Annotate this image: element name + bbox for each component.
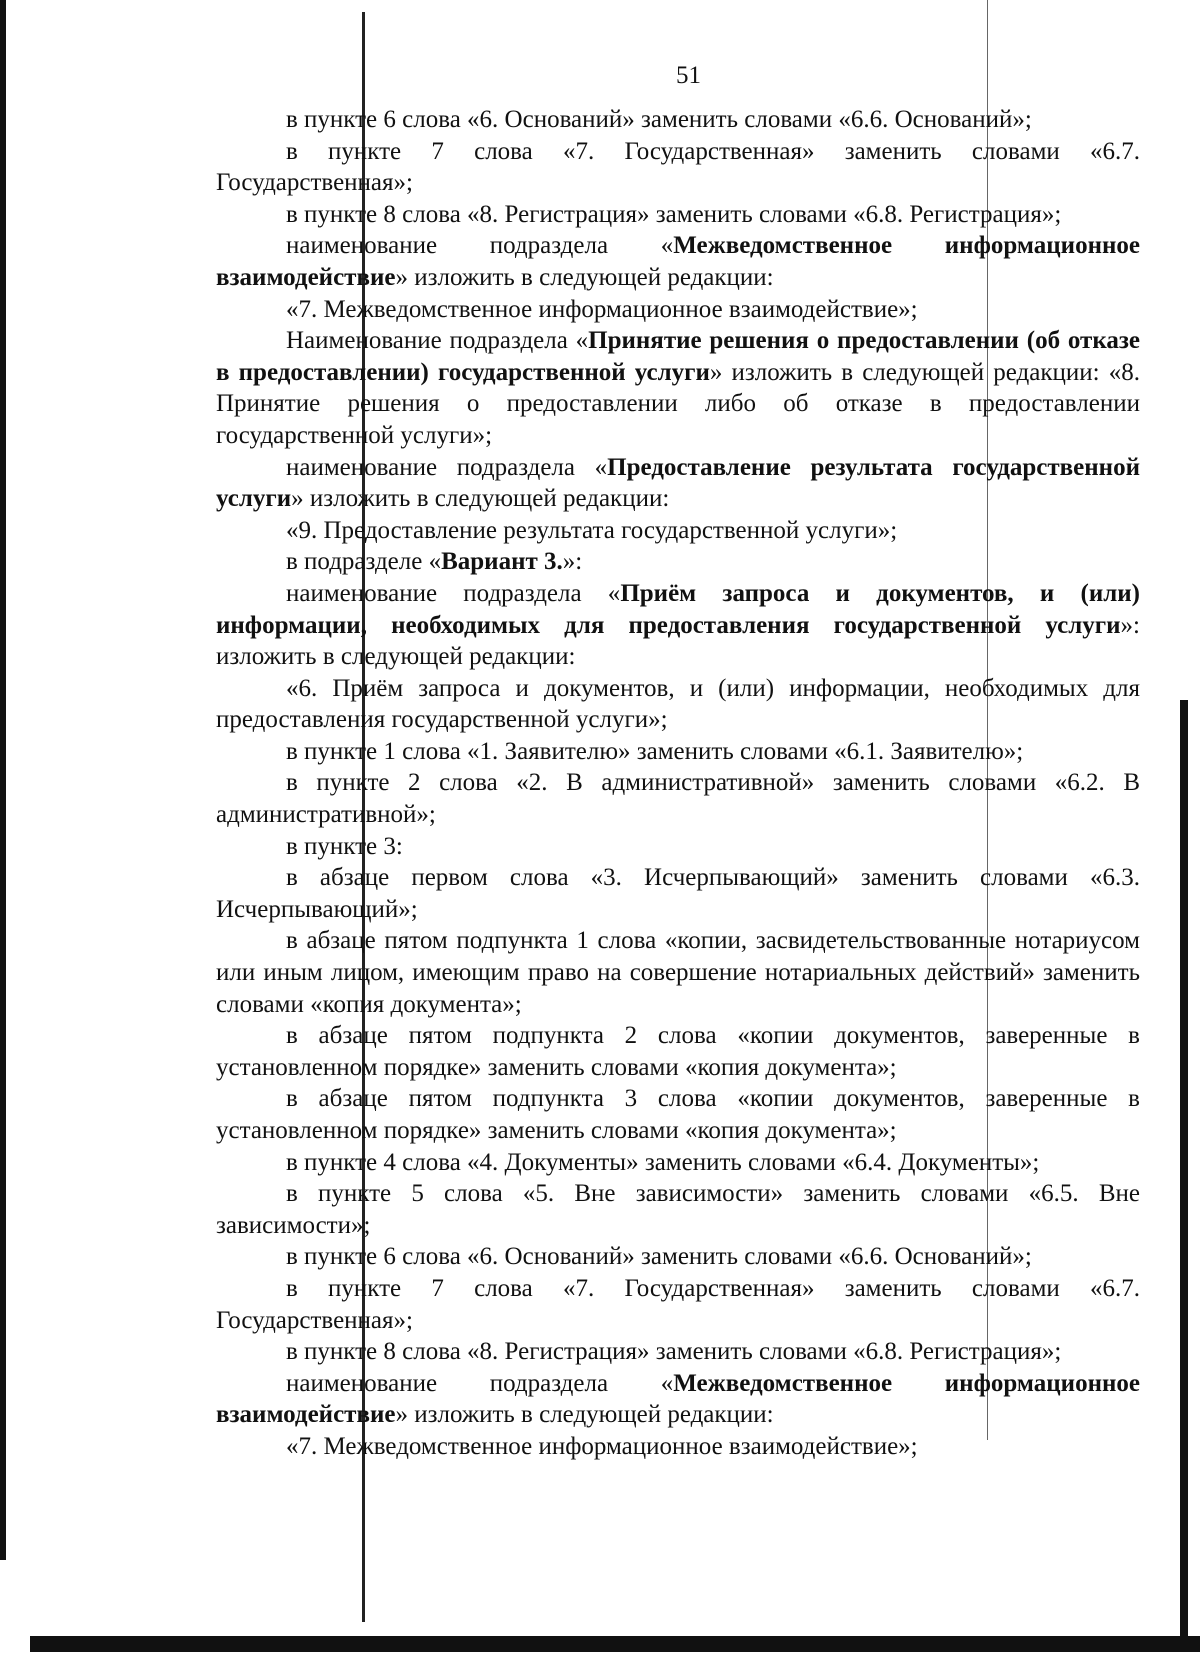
paragraph xyxy=(216,515,1140,547)
text-segment: «7. Межведомственное информационное взаимодействие»; xyxy=(286,295,918,323)
paragraph xyxy=(216,1083,1140,1146)
text-segment: в пункте 7 слова «7. Государственная» заменить словами «6.7. Государственная»; xyxy=(216,137,1140,197)
page-number: 51 xyxy=(676,62,701,89)
text-segment: наименование подраздела « xyxy=(286,232,674,260)
text-segment: в пункте 6 слова «6. Оснований» заменить словами «6.6. Оснований»; xyxy=(286,1243,1032,1271)
paragraph xyxy=(216,546,1140,578)
text-segment: в пункте 8 слова «8. Регистрация» заменить словами «6.8. Регистрация»; xyxy=(286,200,1062,228)
paragraph xyxy=(216,1368,1140,1431)
paragraph xyxy=(216,1431,1140,1463)
text-segment: в подразделе « xyxy=(286,548,442,576)
paragraph xyxy=(216,1273,1140,1336)
paragraph xyxy=(216,199,1140,231)
text-segment: в пункте 5 слова «5. Вне зависимости» заменить словами «6.5. Вне зависимости»; xyxy=(216,1180,1140,1239)
text-segment: в пункте 6 слова «6. Оснований» заменить словами «6.6. Оснований»; xyxy=(286,106,1032,133)
scan-edge-bottom xyxy=(30,1636,1200,1652)
paragraph xyxy=(216,1336,1140,1368)
bold-text: Межведомственное информационное взаимодействие xyxy=(216,1369,1140,1429)
paragraph xyxy=(216,1241,1140,1273)
text-segment: в пункте 8 слова «8. Регистрация» заменить словами «6.8. Регистрация»; xyxy=(286,1338,1062,1366)
paragraph xyxy=(216,862,1140,925)
text-segment: »: xyxy=(562,548,583,576)
text-segment: » изложить в следующей редакции: xyxy=(395,263,774,291)
text-segment: в абзаце первом слова «3. Исчерпывающий» заменить словами «6.3. Исчерпывающий»; xyxy=(216,864,1140,923)
paragraph xyxy=(216,1147,1140,1179)
text-segment: наименование подраздела « xyxy=(286,579,621,607)
text-segment: наименование подраздела « xyxy=(286,453,608,481)
document-body xyxy=(216,104,1140,1463)
paragraph xyxy=(216,104,1140,136)
text-segment: в пункте 7 слова «7. Государственная» заменить словами «6.7. Государственная»; xyxy=(216,1274,1140,1334)
bold-text: Предоставление результата государственной услуги xyxy=(216,453,1140,513)
text-segment: » изложить в следующей редакции: «8. Принятие решения о предоставлении либо об отказе в предоставлении государственной услуги»; xyxy=(216,358,1140,449)
scan-edge-left xyxy=(0,0,6,1560)
paragraph xyxy=(216,294,1140,326)
bold-text: Приём запроса и документов, и (или) информации, необходимых для предоставления государственной услуги xyxy=(216,579,1140,639)
text-segment: «6. Приём запроса и документов, и (или) информации, необходимых для предоставления государственной услуги»; xyxy=(216,674,1140,734)
paragraph xyxy=(216,767,1140,830)
paragraph xyxy=(216,325,1140,451)
text-segment: в абзаце пятом подпункта 3 слова «копии документов, заверенные в установленном порядке» заменить словами «копия документа»; xyxy=(216,1085,1140,1144)
bold-text: Вариант 3. xyxy=(441,548,563,576)
paragraph xyxy=(216,578,1140,673)
text-segment: в абзаце пятом подпункта 1 слова «копии, засвидетельствованные нотариусом или иным лицом, имеющим право на совершение нотариальных действий» заменить словами «копия документа»; xyxy=(216,927,1140,1018)
paragraph xyxy=(216,1178,1140,1241)
text-segment: » изложить в следующей редакции: xyxy=(291,485,670,513)
text-segment: в абзаце пятом подпункта 2 слова «копии документов, заверенные в установленном порядке» заменить словами «копия документа»; xyxy=(216,1022,1140,1081)
paragraph xyxy=(216,230,1140,293)
paragraph xyxy=(216,673,1140,736)
text-segment: Наименование подраздела « xyxy=(286,327,589,355)
paragraph xyxy=(216,452,1140,515)
paragraph xyxy=(216,925,1140,1020)
paragraph xyxy=(216,736,1140,768)
scan-edge-right xyxy=(1180,700,1188,1650)
text-segment: в пункте 1 слова «1. Заявителю» заменить словами «6.1. Заявителю»; xyxy=(286,737,1024,765)
text-segment: » изложить в следующей редакции: xyxy=(395,1401,774,1429)
paragraph xyxy=(216,136,1140,199)
text-segment: в пункте 4 слова «4. Документы» заменить словами «6.4. Документы»; xyxy=(286,1148,1040,1176)
text-segment: «7. Межведомственное информационное взаимодействие»; xyxy=(286,1432,918,1460)
text-segment: «9. Предоставление результата государственной услуги»; xyxy=(286,516,898,544)
paragraph xyxy=(216,831,1140,863)
text-segment: »: изложить в следующей редакции: xyxy=(216,611,1140,671)
bold-text: Межведомственное информационное взаимодействие xyxy=(216,232,1140,291)
text-segment: наименование подраздела « xyxy=(286,1369,674,1397)
text-segment: в пункте 2 слова «2. В административной» заменить словами «6.2. В административной»; xyxy=(216,769,1140,829)
text-segment: в пункте 3: xyxy=(286,832,403,860)
paragraph xyxy=(216,1020,1140,1083)
bold-text: Принятие решения о предоставлении (об отказе в предоставлении) государственной услуги xyxy=(216,327,1140,386)
